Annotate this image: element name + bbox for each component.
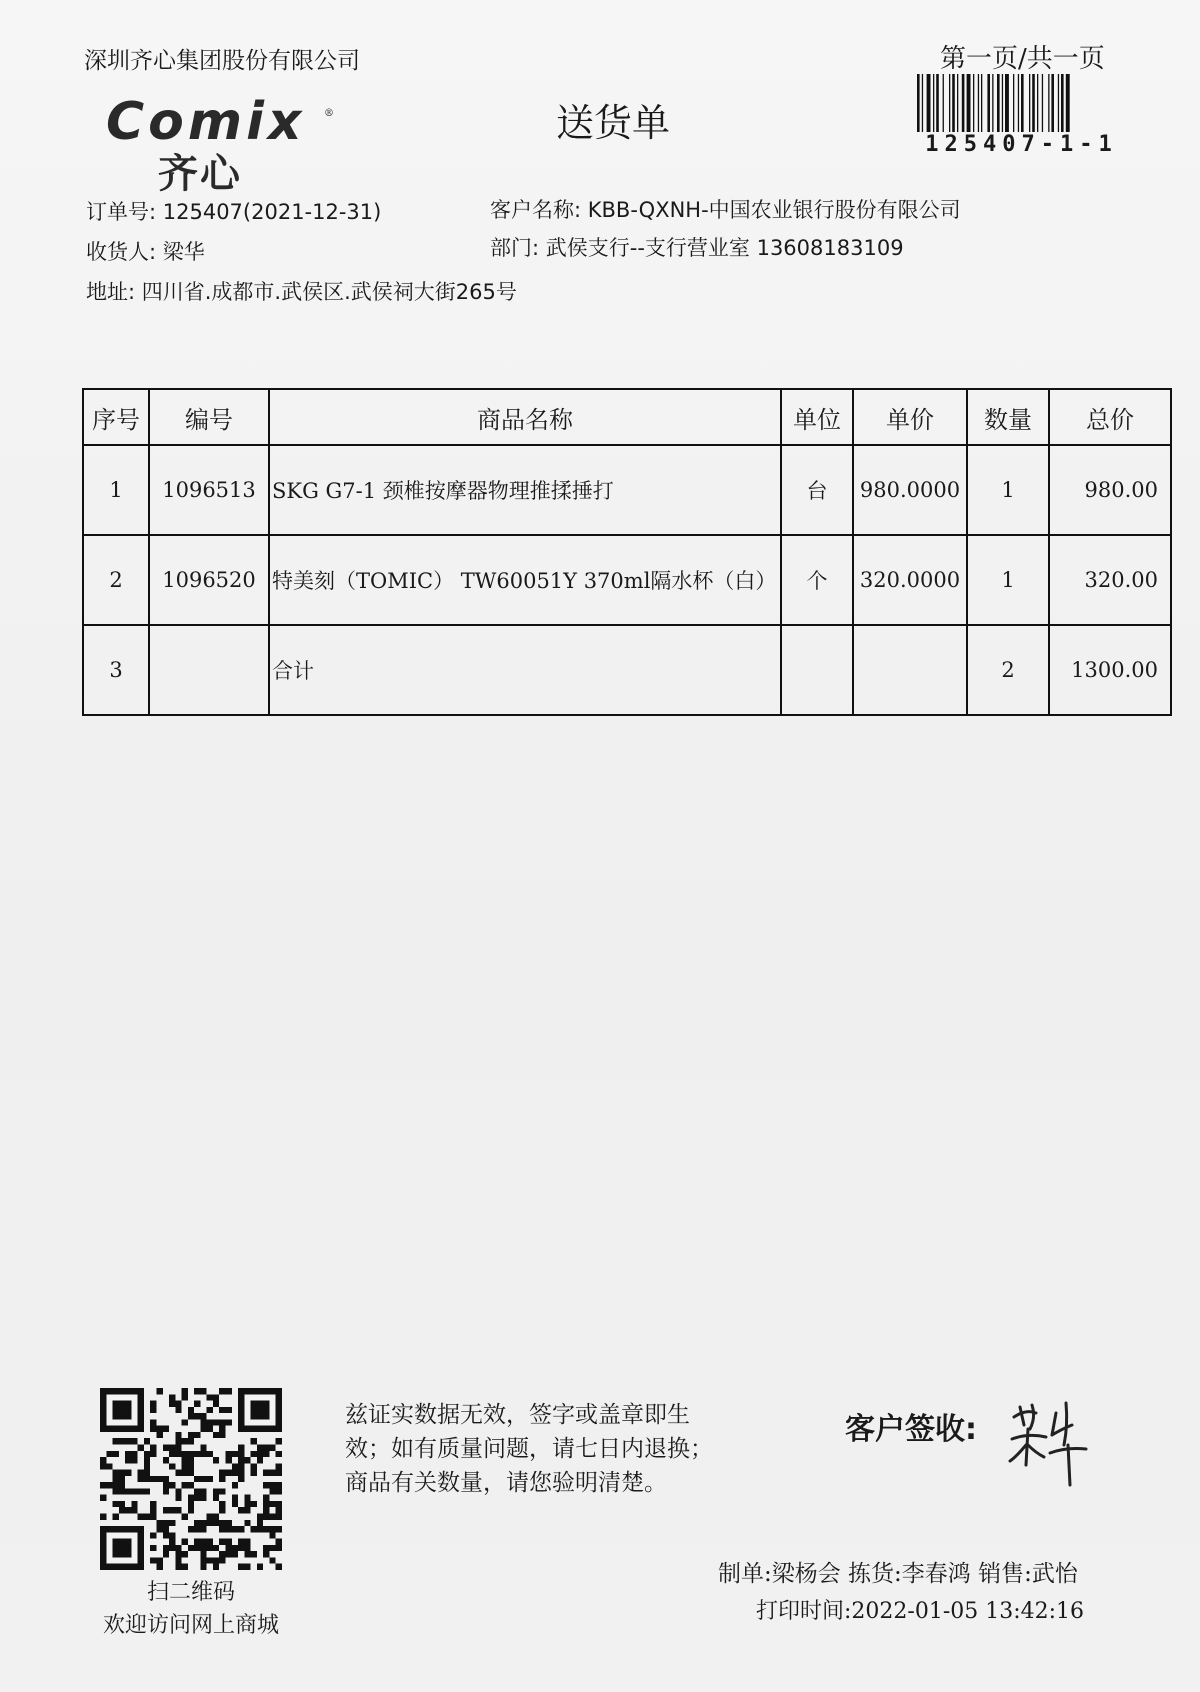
signature-image: [1006, 1395, 1096, 1490]
order-number: 订单号: 125407(2021-12-31): [86, 200, 382, 224]
cell-code: 1096520: [149, 535, 269, 625]
logo-comix: Comix: [106, 92, 306, 152]
header-code: 编号: [149, 389, 269, 445]
notice-line: 商品有关数量，请您验明清楚。: [345, 1470, 667, 1496]
header-unit-price: 单价: [853, 389, 967, 445]
header-quantity: 数量: [967, 389, 1049, 445]
notice-text: [345, 1398, 765, 1500]
cell-quantity: 2: [967, 625, 1049, 715]
header-total: 总价: [1049, 389, 1171, 445]
staff-info: 制单:梁杨会 拣货:李春鸿 销售:武怡: [718, 1561, 1078, 1587]
document-title: 送货单: [556, 101, 671, 145]
cell-unit-price: 980.0000: [853, 445, 967, 535]
barcode-number: 125407-1-1: [925, 132, 1118, 157]
cell-product-name: 特美刻（TOMIC） TW60051Y 370ml隔水杯（白）: [269, 535, 781, 625]
cell-seq: 2: [83, 535, 149, 625]
cell-seq: 1: [83, 445, 149, 535]
address: 地址: 四川省.成都市.武侯区.武侯祠大街265号: [86, 280, 517, 304]
cell-total: 1300.00: [1049, 625, 1171, 715]
customer-sign-label: 客户签收:: [845, 1412, 977, 1447]
qr-caption: 扫二维码: [146, 1580, 235, 1605]
page-indicator: 第一页/共一页: [940, 44, 1105, 74]
header-unit: 单位: [781, 389, 853, 445]
cell-product-name: SKG G7-1 颈椎按摩器物理推揉捶打: [269, 445, 781, 535]
table-row-total: [83, 625, 1171, 715]
department: 部门: 武侯支行--支行营业室 13608183109: [490, 236, 904, 260]
cell-product-name: 合计: [269, 625, 781, 715]
notice-line: 兹证实数据无效，签字或盖章即生: [345, 1402, 690, 1428]
table-row: [83, 535, 1171, 625]
table-row: [83, 445, 1171, 535]
cell-unit: [781, 625, 853, 715]
cell-total: 980.00: [1049, 445, 1171, 535]
header-seq: 序号: [83, 389, 149, 445]
qr-caption-shop: 欢迎访问网上商城: [102, 1613, 279, 1638]
company-name: 深圳齐心集团股份有限公司: [84, 48, 360, 74]
items-table: [82, 388, 1172, 716]
cell-unit-price: 320.0000: [853, 535, 967, 625]
cell-seq: 3: [83, 625, 149, 715]
cell-total: 320.00: [1049, 535, 1171, 625]
logo-qixin: 齐心: [158, 151, 242, 197]
notice-line: 效；如有质量问题，请七日内退换；: [345, 1436, 713, 1462]
cell-unit-price: [853, 625, 967, 715]
logo-registered-mark: ®: [324, 108, 334, 119]
cell-unit: 个: [781, 535, 853, 625]
table-header-row: [83, 389, 1171, 445]
cell-quantity: 1: [967, 445, 1049, 535]
qr-code-icon: [100, 1388, 282, 1570]
receiver: 收货人: 梁华: [86, 240, 205, 264]
customer-name: 客户名称: KBB-QXNH-中国农业银行股份有限公司: [490, 198, 961, 222]
cell-quantity: 1: [967, 535, 1049, 625]
cell-code: [149, 625, 269, 715]
cell-unit: 台: [781, 445, 853, 535]
cell-code: 1096513: [149, 445, 269, 535]
barcode: [915, 74, 1128, 132]
print-time: 打印时间:2022-01-05 13:42:16: [756, 1599, 1085, 1624]
header-product-name: 商品名称: [269, 389, 781, 445]
